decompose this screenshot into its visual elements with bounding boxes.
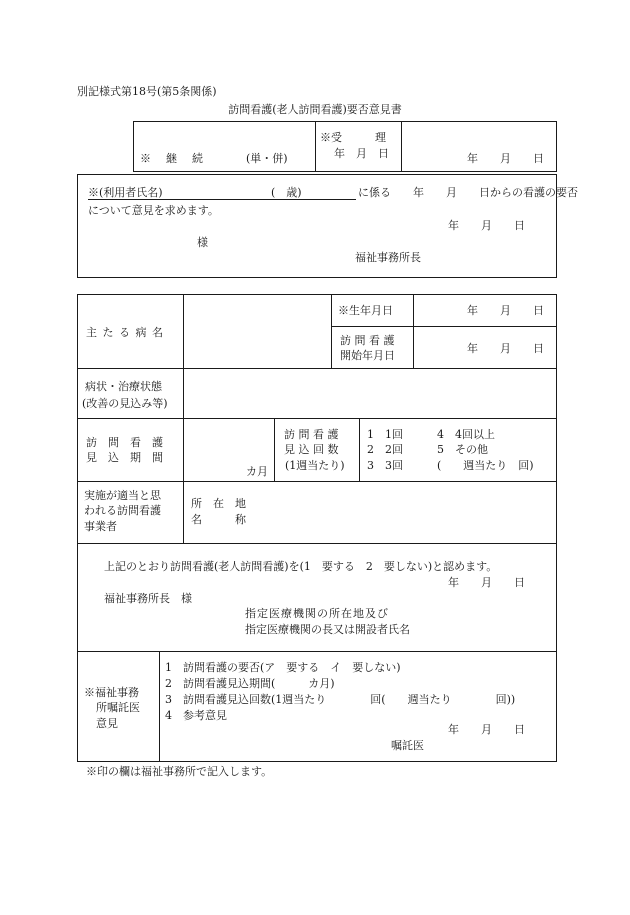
visits-label-3: (1週当たり) [285,459,345,472]
continuation-label: ※ 継 続 [140,152,205,165]
location-label: 所 在 地 [191,497,246,510]
doctor-signature-label: 嘱託医 [391,739,424,752]
doctor-label-3: 意見 [96,717,118,730]
single-combined-label: (単・併) [246,152,288,165]
provider-label-1: 実施が適当と思 [84,489,161,502]
top-date: 年 月 日 [467,152,544,165]
form-title: 訪問看護(老人訪問看護)要否意見書 [228,103,402,116]
disease-label: 主 た る 病 名 [86,326,164,339]
visit-start-label-2: 開始年月日 [340,349,395,362]
received-date-label: 年 月 日 [334,147,389,160]
doctor-item-4: 4 参考意見 [165,709,227,722]
request-date: 年 月 日 [448,219,525,232]
institution-address: 指定医療機関の所在地及び [245,607,389,620]
period-unit: カ月 [246,465,268,478]
option-4: 4 4回以上 [437,428,495,441]
request-text: に係る 年 月 日からの看護の要否 [358,186,578,199]
age-label: ( 歳) [271,186,302,199]
option-1: 1 1回 [367,428,403,441]
chief-honorific: 福祉事務所長 様 [104,592,192,605]
honorific: 様 [197,236,208,249]
symptoms-label-1: 病状・治療状態 [85,380,162,393]
birth-date-label: ※生年月日 [338,304,393,317]
provider-label-3: 事業者 [84,520,117,533]
main-table [77,294,557,762]
institution-head: 指定医療機関の長又は開設者氏名 [245,623,410,636]
approval-date: 年 月 日 [448,576,525,589]
period-label-2: 見 込 期 間 [86,451,163,464]
visits-label-1: 訪 問 看 護 [284,428,339,441]
request-line2: について意見を求めます。 [88,204,219,217]
doctor-label-1: ※福祉事務 [84,686,139,699]
doctor-item-2: 2 訪問看護見込期間( カ月) [165,677,335,690]
option-5: 5 その他 [437,443,488,456]
visits-label-2: 見 込 回 数 [284,443,339,456]
option-3: 3 3回 [367,459,403,472]
footnote: ※印の欄は福祉事務所で記入します。 [86,765,273,778]
period-label-1: 訪 問 看 護 [86,436,163,449]
recipient-name-label: ※(利用者氏名) [88,186,163,199]
provider-name-label: 名 称 [191,513,246,526]
doctor-date: 年 月 日 [448,723,525,736]
doctor-label-2: 所嘱託医 [96,701,140,714]
option-2: 2 2回 [367,443,403,456]
provider-label-2: われる訪問看護 [84,504,161,517]
doctor-item-3: 3 訪問看護見込回数(1週当たり 回( 週当たり 回)) [165,693,516,706]
birth-date-value: 年 月 日 [467,304,544,317]
symptoms-label-2: (改善の見込み等) [82,397,168,410]
approval-text: 上記のとおり訪問看護(老人訪問看護)を(1 要する 2 要しない)と認めます。 [104,560,498,573]
option-6: ( 週当たり 回) [437,459,534,472]
form-number: 別記様式第18号(第5条関係) [77,85,217,98]
office-chief: 福祉事務所長 [355,251,421,264]
received-label: ※受 理 [320,131,386,144]
visit-start-value: 年 月 日 [467,342,544,355]
doctor-item-1: 1 訪問看護の要否(ア 要する イ 要しない) [165,661,401,674]
visit-start-label-1: 訪 問 看 護 [340,334,395,347]
